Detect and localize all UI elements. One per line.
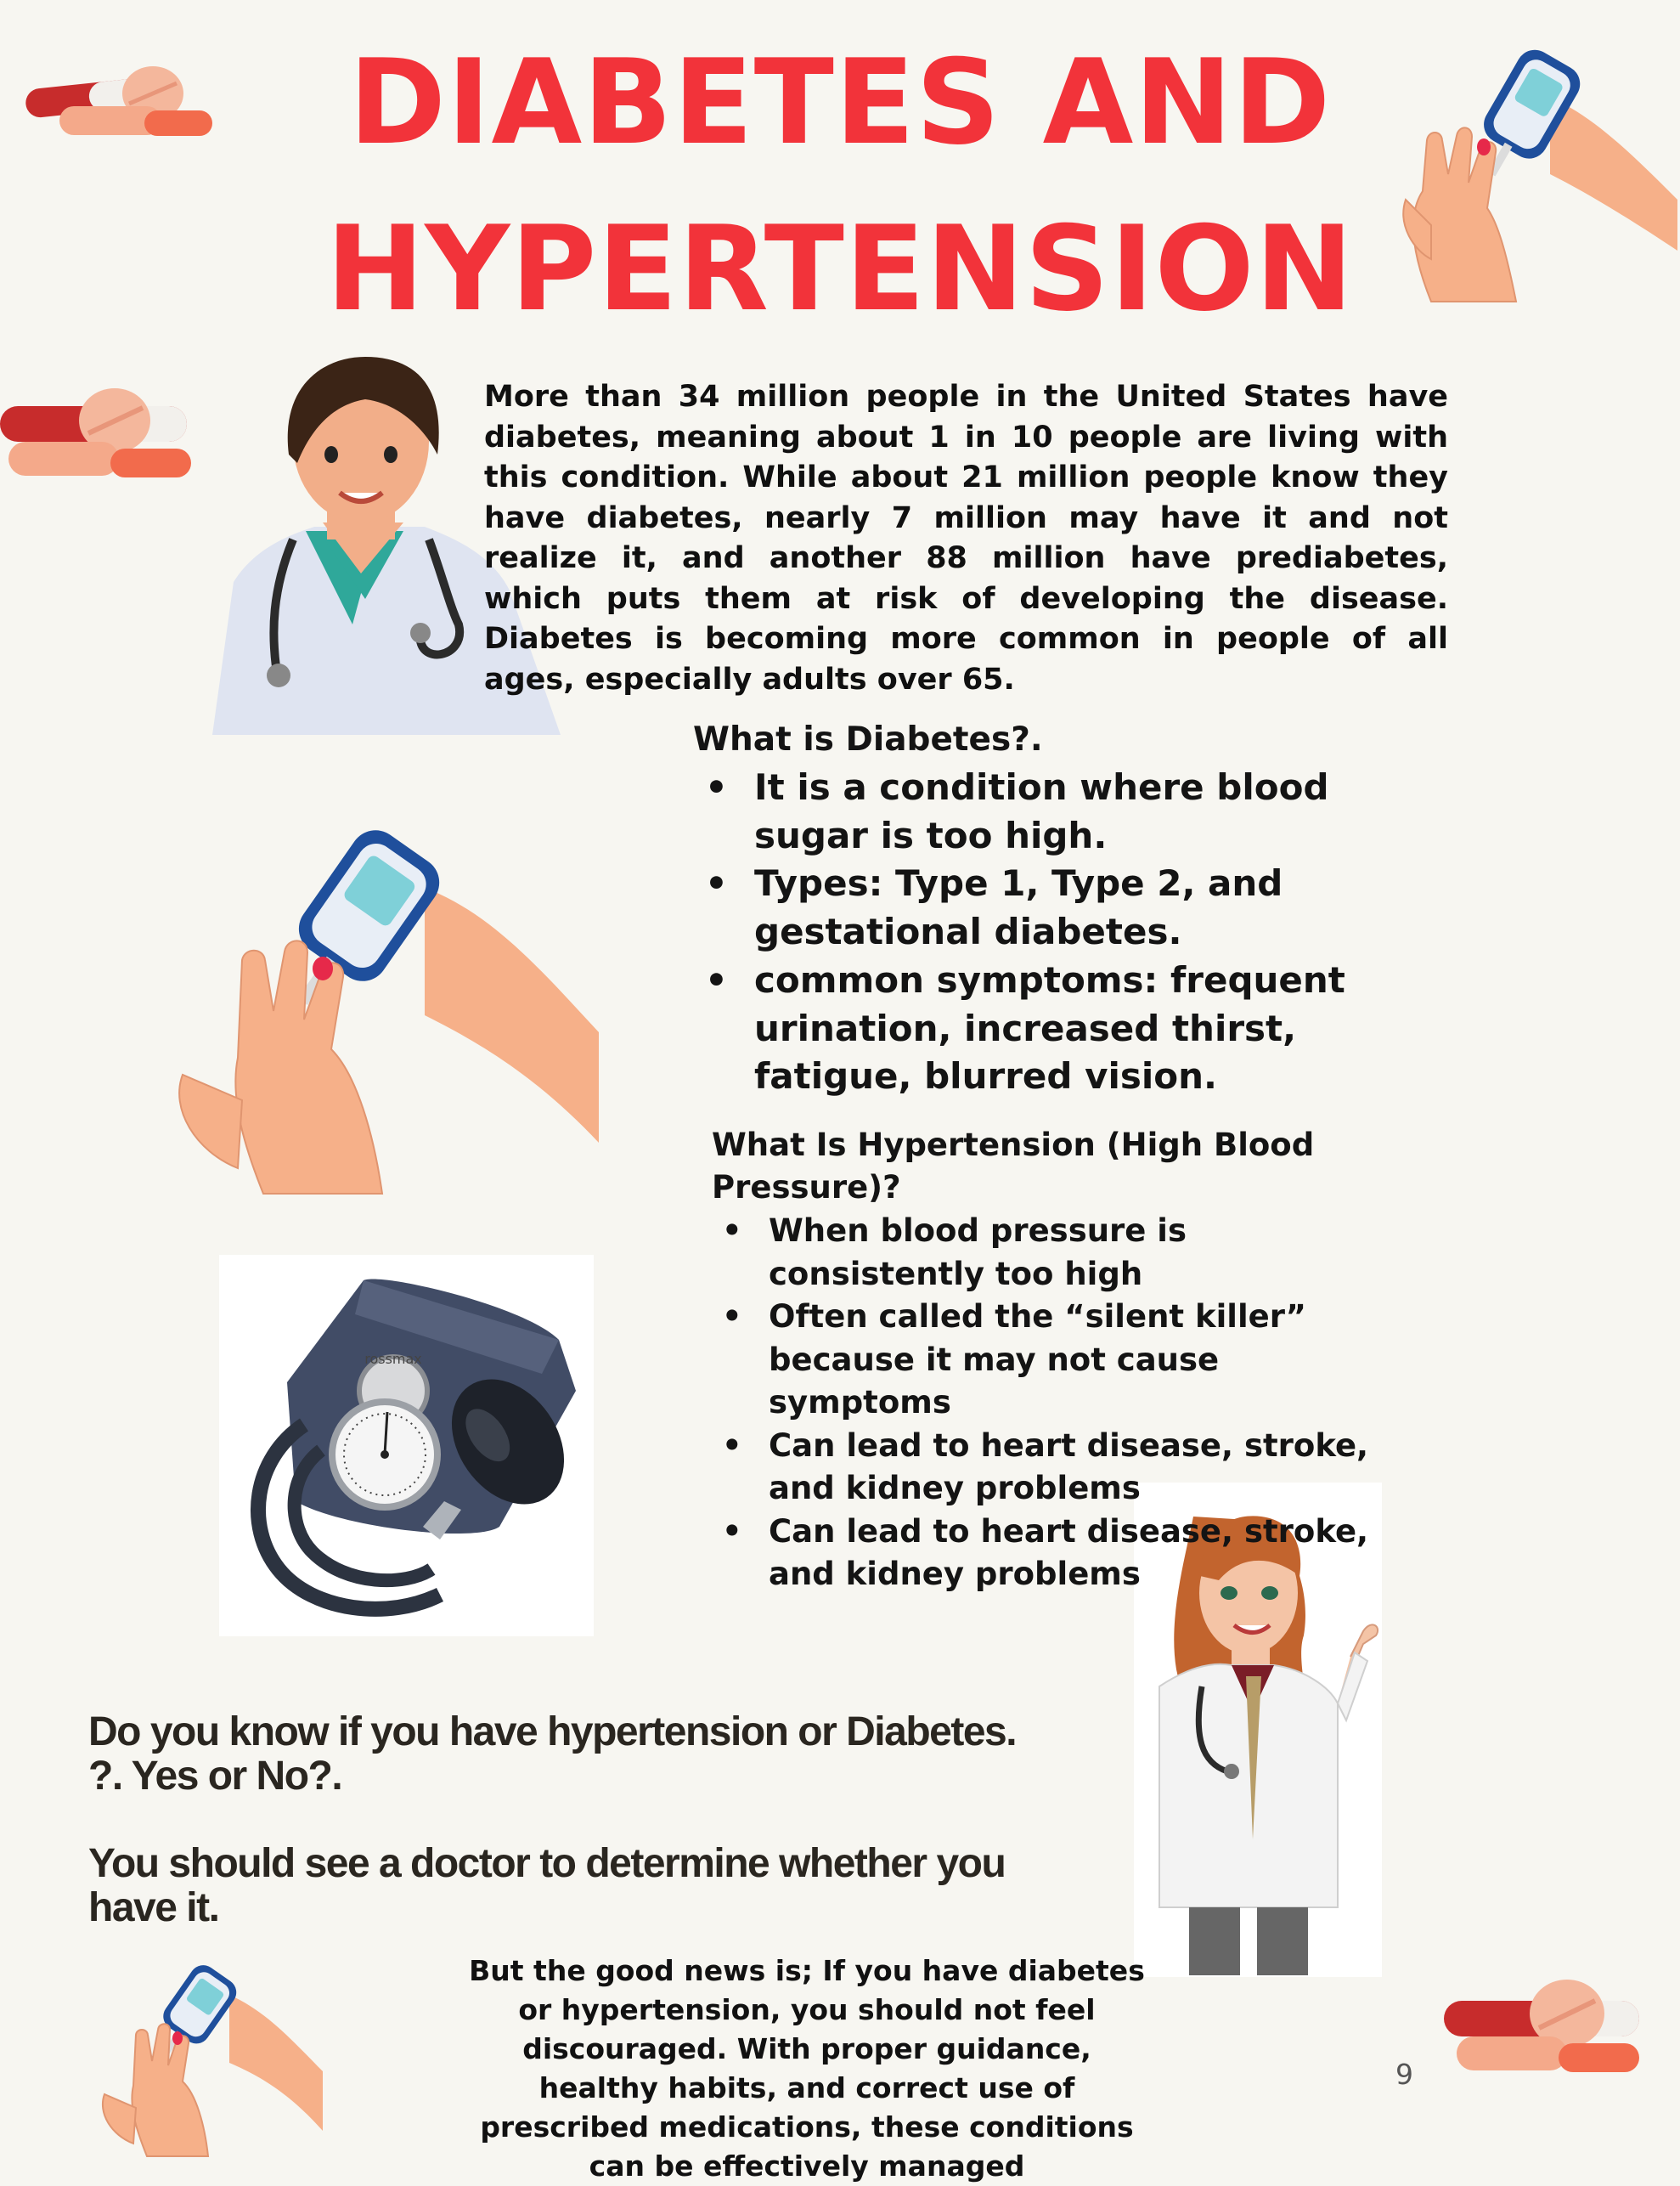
pills-icon (25, 59, 221, 144)
glucose-meter-icon (170, 828, 603, 1194)
diabetes-heading: What is Diabetes?. (693, 720, 1043, 759)
hypertension-bullet-list (722, 1210, 1401, 1596)
page-title-line1: DIABETES AND (348, 34, 1332, 171)
list-item: • Can lead to heart disease, stroke, and kidney problems (722, 1425, 1401, 1511)
list-item: • common symptoms: frequent urination, increased thirst, fatigue, blurred vision. (696, 957, 1444, 1101)
list-item: • Can lead to heart disease, stroke, and kidney problems (722, 1511, 1401, 1596)
hypertension-heading: What Is Hypertension (High Blood Pressure)? (712, 1127, 1315, 1206)
intro-paragraph: More than 34 million people in the United States have diabetes, meaning about 1 in 10 people are living with this condition. While about 21 million people know they have diabetes, nearly 7 million may have it and not realize it, and another 88 million have prediabetes, which puts them at risk of developing the disease. Diabetes is becoming more common in people of all ages, especially adults over 65. (484, 380, 1448, 697)
good-news-paragraph: But the good news is; If you have diabetes or hypertension, you should not feel discouraged. With proper guidance, healthy habits, and correct use of prescribed medications, these conditions can be effectively managed (469, 1954, 1145, 2183)
list-item: • When blood pressure is consistently too high (722, 1210, 1401, 1296)
page-number: 9 (1395, 2058, 1413, 2091)
advice-text: You should see a doctor to determine whether you have it. (88, 1841, 1006, 1930)
list-item: • It is a condition where blood sugar is too high. (696, 764, 1444, 860)
pills-icon (1444, 1975, 1648, 2086)
gauge-brand-label: rossmax (364, 1351, 422, 1367)
diabetes-bullet-list (696, 764, 1444, 1101)
list-item: • Types: Type 1, Type 2, and gestational diabetes. (696, 860, 1444, 956)
glucose-meter-icon (98, 1965, 323, 2156)
list-item: • Often called the “silent killer” because it may not cause symptoms (722, 1296, 1401, 1425)
blood-pressure-monitor-icon (219, 1255, 594, 1636)
question-text: Do you know if you have hypertension or Diabetes. ?. Yes or No?. (88, 1709, 1017, 1799)
page-title-line2: HYPERTENSION (325, 201, 1355, 337)
glucose-meter-icon (1380, 47, 1677, 302)
pills-icon (0, 382, 195, 493)
